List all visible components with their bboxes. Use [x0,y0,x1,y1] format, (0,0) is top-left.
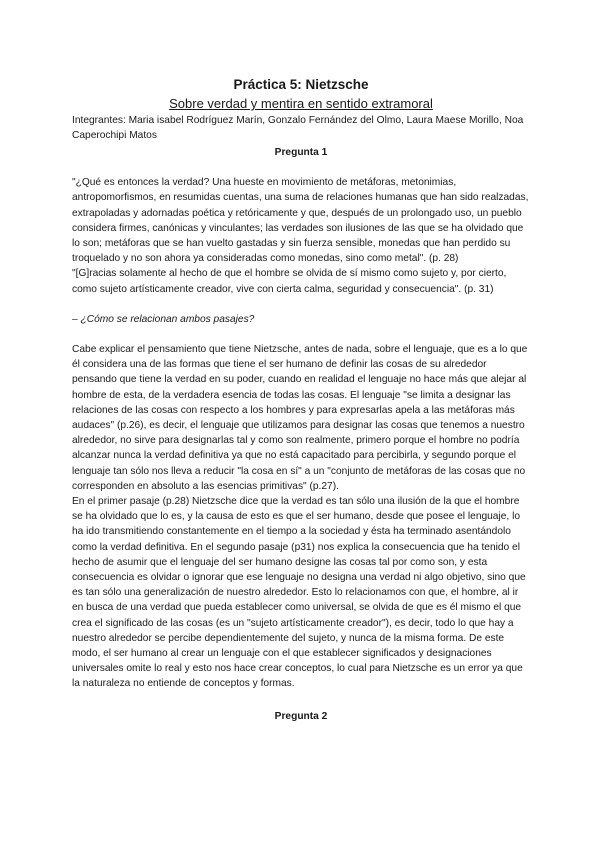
question-text: – ¿Cómo se relacionan ambos pasajes? [72,313,255,325]
document-body [72,76,530,724]
spacer [72,160,530,175]
answer-paragraph-2: En el primer pasaje (p.28) Nietzsche dice que la verdad es tan sólo una ilusión de la que el hombre se ha olvidado que lo es, y la causa de esto es que el ser humano, desde que posee el lenguaje, lo ha ido transmitiendo constantemente en el tiempo a la sociedad y ésta ha terminado asentándolo como la verdad definitiva. En el segundo pasaje (p31) nos explica la consecuencia que ha tenido el hecho de asumir que el lenguaje del ser humano designe las cosas tal por como son, y esta consecuencia es olvidar o ignorar que ese lenguaje no designa una verdad ni algo objetivo, sino que es tan sólo una generalización de nuestro alrededor. Esto lo relacionamos con que, el hombre, al ir en busca de una verdad que pueda establecer como universal, se olvida de que es él mismo el que crea el significado de las cosas (es un "sujeto artísticamente creador"), es decir, todo lo que hay a nuestro alrededor se percibe dependientemente del sujeto, y nunca de la misma forma. De este modo, el ser humano al crear un lenguaje con el que establecer significados y designaciones universales omite lo real y esto nos hace crear conceptos, lo cual para Nietzsche es un error ya que la naturaleza no entiende de conceptos y formas. [72,496,526,690]
spacer [72,692,530,707]
document-title: Práctica 5: Nietzsche [233,77,369,92]
quote-passage-2: "[G]racias solamente al hecho de que el hombre se olvida de sí mismo como sujeto y, por cierto, como sujeto artísticamente creador, vive con cierta calma, seguridad y consecuencia". (p. 31) [72,268,507,295]
spacer [72,327,530,342]
answer-paragraph-1: Cabe explicar el pensamiento que tiene Nietzsche, antes de nada, sobre el lenguaje, que es a lo que él considera una de las formas que tiene el ser humano de definir las cosas de su alrededor pensando que tiene la verdad en su poder, cuando en realidad el lenguaje no hace más que alejar al hombre de esta, de la verdadera esencia de todas las cosas. El lenguaje "se limita a designar las relaciones de las cosas con respecto a los hombres y para expresarlas apela a las metáforas más audaces" (p.26), es decir, el lenguaje que utilizamos para designar las cosas que tenemos a nuestro alrededor, no sirve para designarlas tal y como son realmente, primero porque el hombre no podría alcanzar nunca la verdad definitiva ya que no está capacitado para percibirla, y segundo porque el lenguaje tan sólo nos lleva a reducir "la cosa en sí" a un "conjunto de metáforas de las cosas que no corresponden en absoluto a las esencias primitivas" (p.27). [72,344,528,492]
section-heading-pregunta-2: Pregunta 2 [274,710,328,722]
authors-line: Integrantes: Maria isabel Rodríguez Marín, Gonzalo Fernández del Olmo, Laura Maese Morillo, Noa Caperochipi Matos [72,115,524,141]
document-subtitle: Sobre verdad y mentira en sentido extramoral [169,96,433,111]
quote-passage-1: "¿Qué es entonces la verdad? Una hueste en movimiento de metáforas, metonimias, antropomorfismos, en resumidas cuentas, una suma de relaciones humanas que han sido realzadas, extrapoladas y adornadas poética y retóricamente y que, después de un prolongado uso, un pueblo considera firmes, canónicas y vinculantes; las verdades son ilusiones de las que se ha olvidado que lo son; metáforas que se han vuelto gastadas y sin fuerza sensible, monedas que han perdido su troquelado y no son ahora ya consideradas como monedas, sino como metal". (p. 28) [72,177,529,265]
section-heading-pregunta-1: Pregunta 1 [274,147,328,159]
spacer [72,297,530,312]
